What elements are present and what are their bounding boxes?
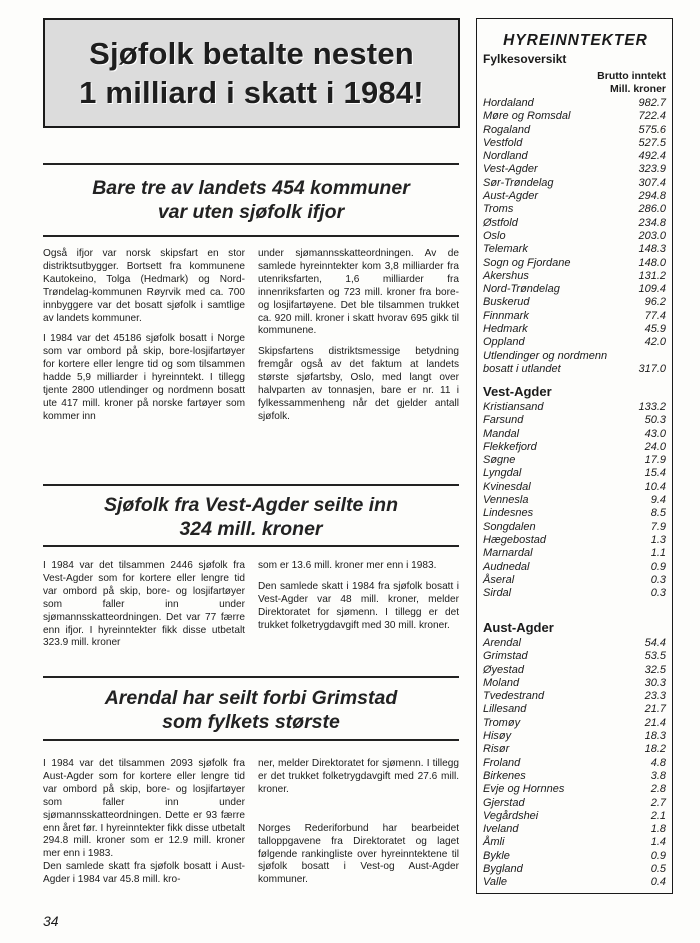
county-row <box>483 257 666 270</box>
municipality-name: Lindesnes <box>483 507 534 520</box>
county-row <box>483 336 666 349</box>
county-row <box>483 310 666 323</box>
headline <box>79 34 424 112</box>
municipality-name: Valle <box>483 876 508 889</box>
municipality-name: Audnedal <box>483 560 530 573</box>
paragraph: Den samlede skatt i 1984 fra sjøfolk bosatt i Vest-Agder var 48 mill. kroner, melder Direktoratet for sjømenn. I tillegg er det trukket folketrygdavgift med 30 mill. kroner. <box>258 580 459 631</box>
county-name: Vestfold <box>483 136 523 149</box>
county-value: 286.0 <box>638 203 666 216</box>
county-name: Hedmark <box>483 323 528 336</box>
county-list <box>483 97 666 376</box>
county-row <box>483 190 666 203</box>
headline-line-2: 1 milliard i skatt i 1984! <box>79 75 424 110</box>
headline-box <box>43 18 460 128</box>
municipality-value: 24.0 <box>644 440 666 453</box>
municipality-row <box>483 561 666 574</box>
municipality-row <box>483 534 666 547</box>
municipality-row <box>483 547 666 560</box>
county-name: Telemark <box>483 243 528 256</box>
municipality-value: 50.3 <box>644 414 666 427</box>
municipality-name: Tromøy <box>483 716 521 729</box>
municipality-row <box>483 401 666 414</box>
county-name: Vest-Agder <box>483 163 538 176</box>
municipality-row <box>483 637 666 650</box>
section-3-column-1 <box>43 758 245 887</box>
municipality-name: Flekkefjord <box>483 440 537 453</box>
county-value: 307.4 <box>638 176 666 189</box>
paragraph: Skipsfartens distriktsmessige betydning fremgår også av det faktum at landets største sjøfartsby, Oslo, med langt over halvparten av tonnasjen, bare er nr. 11 i fylkessammenheng når det gjelder antall sjøfolk. <box>258 346 459 422</box>
section-rule <box>43 739 459 741</box>
paragraph: Den samlede skatt fra sjøfolk bosatt i Aust-Agder i 1984 var 45.8 mill. kro- <box>43 861 245 886</box>
municipality-value: 30.3 <box>644 676 666 689</box>
county-name: Sogn og Fjordane <box>483 256 571 269</box>
section-1-title <box>43 176 459 224</box>
municipality-name: Hægebostad <box>483 533 546 546</box>
county-value: 148.3 <box>638 243 666 256</box>
county-value: 722.4 <box>638 110 666 123</box>
municipality-name: Åmli <box>483 836 505 849</box>
section-1-column-2 <box>258 248 459 424</box>
section-1-column-1 <box>43 248 245 424</box>
abroad-label-line-1: Utlendinger og nordmenn <box>483 349 608 362</box>
municipality-row <box>483 730 666 743</box>
municipality-value: 1.4 <box>650 836 666 849</box>
municipality-row <box>483 850 666 863</box>
sidebar-subtitle: Fylkesoversikt <box>483 52 567 66</box>
section-2-column-2 <box>258 560 459 633</box>
municipality-row <box>483 587 666 600</box>
municipality-value: 18.3 <box>644 730 666 743</box>
municipality-value: 15.4 <box>644 467 666 480</box>
municipality-row <box>483 717 666 730</box>
section-rule <box>43 235 459 237</box>
municipality-value: 54.4 <box>644 637 666 649</box>
section-3-title-line-1: Arendal har seilt forbi Grimstad <box>104 687 398 709</box>
municipality-row <box>483 454 666 467</box>
municipality-value: 53.5 <box>644 650 666 663</box>
section-3-column-2 <box>258 758 459 887</box>
municipality-name: Øyestad <box>483 663 524 676</box>
municipality-row <box>483 810 666 823</box>
municipality-row <box>483 441 666 454</box>
county-name: Hordaland <box>483 97 534 109</box>
county-value: 203.0 <box>638 229 666 242</box>
county-row <box>483 283 666 296</box>
county-name: Akershus <box>483 269 529 282</box>
county-row <box>483 177 666 190</box>
municipality-name: Gjerstad <box>483 796 525 809</box>
municipality-row <box>483 574 666 587</box>
county-row <box>483 163 666 176</box>
section-1-title-line-2: var uten sjøfolk ifjor <box>157 201 345 223</box>
municipality-name: Sirdal <box>483 587 512 600</box>
municipality-row <box>483 823 666 836</box>
county-row <box>483 296 666 309</box>
section-3-title-line-2: som fylkets største <box>162 711 340 733</box>
county-value: 42.0 <box>644 336 666 349</box>
municipality-row <box>483 467 666 480</box>
county-value: 77.4 <box>644 309 666 322</box>
municipality-name: Evje og Hornnes <box>483 783 565 796</box>
municipality-name: Vennesla <box>483 494 529 507</box>
county-row <box>483 217 666 230</box>
municipality-row <box>483 428 666 441</box>
municipality-row <box>483 703 666 716</box>
abroad-row <box>483 350 666 377</box>
municipality-value: 17.9 <box>644 454 666 467</box>
municipality-name: Marnardal <box>483 547 533 560</box>
section-rule <box>43 484 459 486</box>
municipality-value: 2.7 <box>650 796 666 809</box>
county-row <box>483 137 666 150</box>
municipality-value: 32.5 <box>644 663 666 676</box>
municipality-name: Kvinesdal <box>483 480 531 493</box>
municipality-value: 43.0 <box>644 427 666 440</box>
municipality-row <box>483 414 666 427</box>
municipality-value: 1.8 <box>650 823 666 836</box>
county-row <box>483 323 666 336</box>
vest-agder-heading: Vest-Agder <box>483 384 552 399</box>
municipality-value: 9.4 <box>650 494 666 507</box>
municipality-value: 1.3 <box>650 533 666 546</box>
municipality-name: Lyngdal <box>483 467 522 480</box>
section-2-title-line-2: 324 mill. kroner <box>179 518 323 540</box>
municipality-name: Farsund <box>483 414 524 427</box>
municipality-value: 2.1 <box>650 809 666 822</box>
municipality-value: 10.4 <box>644 480 666 493</box>
county-name: Oppland <box>483 336 525 349</box>
municipality-row <box>483 783 666 796</box>
municipality-name: Risør <box>483 743 510 756</box>
section-3-title <box>43 686 459 734</box>
municipality-row <box>483 494 666 507</box>
municipality-row <box>483 481 666 494</box>
municipality-name: Tvedestrand <box>483 690 545 703</box>
municipality-value: 8.5 <box>650 507 666 520</box>
municipality-name: Mandal <box>483 427 520 440</box>
county-value: 527.5 <box>638 136 666 149</box>
municipality-row <box>483 664 666 677</box>
municipality-row <box>483 757 666 770</box>
county-name: Rogaland <box>483 123 531 136</box>
municipality-name: Vegårdshei <box>483 809 539 822</box>
municipality-value: 0.4 <box>650 876 666 889</box>
paragraph: Norges Rederiforbund har bearbeidet talloppgavene fra Direktoratet og laget følgende rankingliste over hyreinntektene til sjøfolk bosatt i Vest-og Aust-Agder kommuner. <box>258 822 459 886</box>
county-name: Troms <box>483 203 514 216</box>
county-value: 575.6 <box>638 123 666 136</box>
abroad-label-line-2: bosatt i utlandet <box>483 362 561 375</box>
county-value: 45.9 <box>644 323 666 336</box>
municipality-name: Songdalen <box>483 520 536 533</box>
municipality-row <box>483 770 666 783</box>
county-value: 982.7 <box>638 97 666 109</box>
paragraph: under sjømannsskatteordningen. Av de samlede hyreinntekter kom 3,8 milliarder fra utenriksfarten, 1,6 milliarder fra innenriksfarten og 723 mill. kroner fra bore- og losjifartøyene. Det ble tilsammen trukket ca. 920 mill. kroner i skatt hvorav 695 gikk til kommunene. <box>258 248 459 337</box>
county-value: 323.9 <box>638 163 666 176</box>
column-header-line-1: Brutto inntekt <box>597 70 666 82</box>
county-value: 234.8 <box>638 216 666 229</box>
county-value: 109.4 <box>638 283 666 296</box>
county-name: Østfold <box>483 216 518 229</box>
municipality-name: Søgne <box>483 454 516 467</box>
municipality-row <box>483 836 666 849</box>
municipality-value: 21.4 <box>644 716 666 729</box>
municipality-row <box>483 876 666 889</box>
municipality-value: 23.3 <box>644 690 666 703</box>
county-value: 131.2 <box>638 269 666 282</box>
county-name: Nord-Trøndelag <box>483 283 560 296</box>
paragraph: som er 13.6 mill. kroner mer enn i 1983. <box>258 560 437 571</box>
municipality-value: 0.3 <box>650 573 666 586</box>
municipality-name: Arendal <box>483 637 521 649</box>
headline-line-1: Sjøfolk betalte nesten <box>89 36 414 71</box>
county-row <box>483 243 666 256</box>
county-row <box>483 270 666 283</box>
municipality-value: 0.9 <box>650 849 666 862</box>
municipality-name: Kristiansand <box>483 401 544 413</box>
municipality-row <box>483 650 666 663</box>
county-row <box>483 97 666 110</box>
municipality-name: Bykle <box>483 849 510 862</box>
county-value: 294.8 <box>638 190 666 203</box>
municipality-row <box>483 743 666 756</box>
municipality-name: Froland <box>483 756 521 769</box>
section-1-title-line-1: Bare tre av landets 454 kommuner <box>92 177 410 199</box>
county-row <box>483 150 666 163</box>
county-name: Finnmark <box>483 309 529 322</box>
page-number: 34 <box>43 913 59 929</box>
section-2-column-1 <box>43 560 245 650</box>
municipality-name: Moland <box>483 676 520 689</box>
county-row <box>483 110 666 123</box>
municipality-name: Iveland <box>483 823 519 836</box>
municipality-name: Grimstad <box>483 650 528 663</box>
municipality-value: 0.5 <box>650 863 666 876</box>
aust-agder-list <box>483 637 666 890</box>
paragraph: I 1984 var det tilsammen 2093 sjøfolk fra Aust-Agder som for kortere eller lengre tid var ombord på skip, bore- og losjifartøyer som faller inn under sjømannsskatteordningen. Dette er 93 færre enn året før. I hyreinntekter fikk disse utbetalt 294.8 mill. kroner som er 12.9 mill. kroner mer enn i 1983. <box>43 758 245 860</box>
municipality-value: 7.9 <box>650 520 666 533</box>
section-rule <box>43 163 459 165</box>
section-rule <box>43 545 459 547</box>
section-2-title <box>43 493 459 541</box>
county-name: Sør-Trøndelag <box>483 176 554 189</box>
municipality-value: 3.8 <box>650 769 666 782</box>
section-2-title-line-1: Sjøfolk fra Vest-Agder seilte inn <box>103 494 398 516</box>
county-name: Buskerud <box>483 296 530 309</box>
municipality-name: Lillesand <box>483 703 527 716</box>
sidebar-column-header <box>597 70 666 96</box>
municipality-name: Åseral <box>483 573 515 586</box>
county-name: Møre og Romsdal <box>483 110 571 123</box>
column-header-line-2: Mill. kroner <box>609 83 666 95</box>
sidebar-title: HYREINNTEKTER <box>503 32 648 49</box>
municipality-row <box>483 797 666 810</box>
abroad-value: 317.0 <box>638 362 666 375</box>
municipality-value: 18.2 <box>644 743 666 756</box>
county-name: Nordland <box>483 150 528 163</box>
municipality-name: Hisøy <box>483 730 512 743</box>
county-value: 148.0 <box>638 256 666 269</box>
county-name: Aust-Agder <box>483 190 539 203</box>
paragraph: Også ifjor var norsk skipsfart en stor distriktsutbygger. Bortsett fra kommunene Kautokeino, Tolga (Hedmark) og Nord-Trøndelag-kommunen Røyrvik med ca. 700 innbyggere var det bosatt sjøfolk i samtlige av landets kommuner. <box>43 248 245 324</box>
municipality-value: 0.3 <box>650 587 666 600</box>
section-rule <box>43 676 459 678</box>
municipality-value: 0.9 <box>650 560 666 573</box>
paragraph: ner, melder Direktoratet for sjømenn. I tillegg er det trukket folketrygdavgift med 27.6 mill. kroner. <box>258 758 459 795</box>
county-row <box>483 203 666 216</box>
municipality-name: Birkenes <box>483 769 526 782</box>
municipality-value: 4.8 <box>650 756 666 769</box>
county-row <box>483 124 666 137</box>
county-value: 492.4 <box>638 150 666 163</box>
municipality-value: 133.2 <box>638 401 666 413</box>
county-value: 96.2 <box>644 296 666 309</box>
municipality-value: 21.7 <box>644 703 666 716</box>
municipality-name: Bygland <box>483 863 523 876</box>
county-name: Oslo <box>483 229 506 242</box>
municipality-row <box>483 863 666 876</box>
municipality-row <box>483 521 666 534</box>
income-sidebar <box>476 18 673 894</box>
county-row <box>483 230 666 243</box>
paragraph: I 1984 var det 45186 sjøfolk bosatt i Norge som var ombord på skip, bore-losjifartøyer for kortere eller lengre tid og som tilsammen hadde 5,9 milliarder i hyreinntekt. I tillegg tjente 2800 utlendinger og nordmenn bosatt ute 417 mill. kroner på norske fartøyer som kommer inn <box>43 333 245 422</box>
vest-agder-list <box>483 401 666 600</box>
municipality-value: 1.1 <box>650 547 666 560</box>
municipality-row <box>483 507 666 520</box>
municipality-row <box>483 690 666 703</box>
municipality-row <box>483 677 666 690</box>
municipality-value: 2.8 <box>650 783 666 796</box>
aust-agder-heading: Aust-Agder <box>483 620 554 635</box>
paragraph: I 1984 var det tilsammen 2446 sjøfolk fra Vest-Agder som for kortere eller lengre tid var ombord på skip, bore- og losjifartøyer som faller inn under sjømannsskatteordningen. Det var 77 færre enn ifjor. I hyreinntekter fikk disse utbetalt 323.9 mill. kroner <box>43 560 245 649</box>
